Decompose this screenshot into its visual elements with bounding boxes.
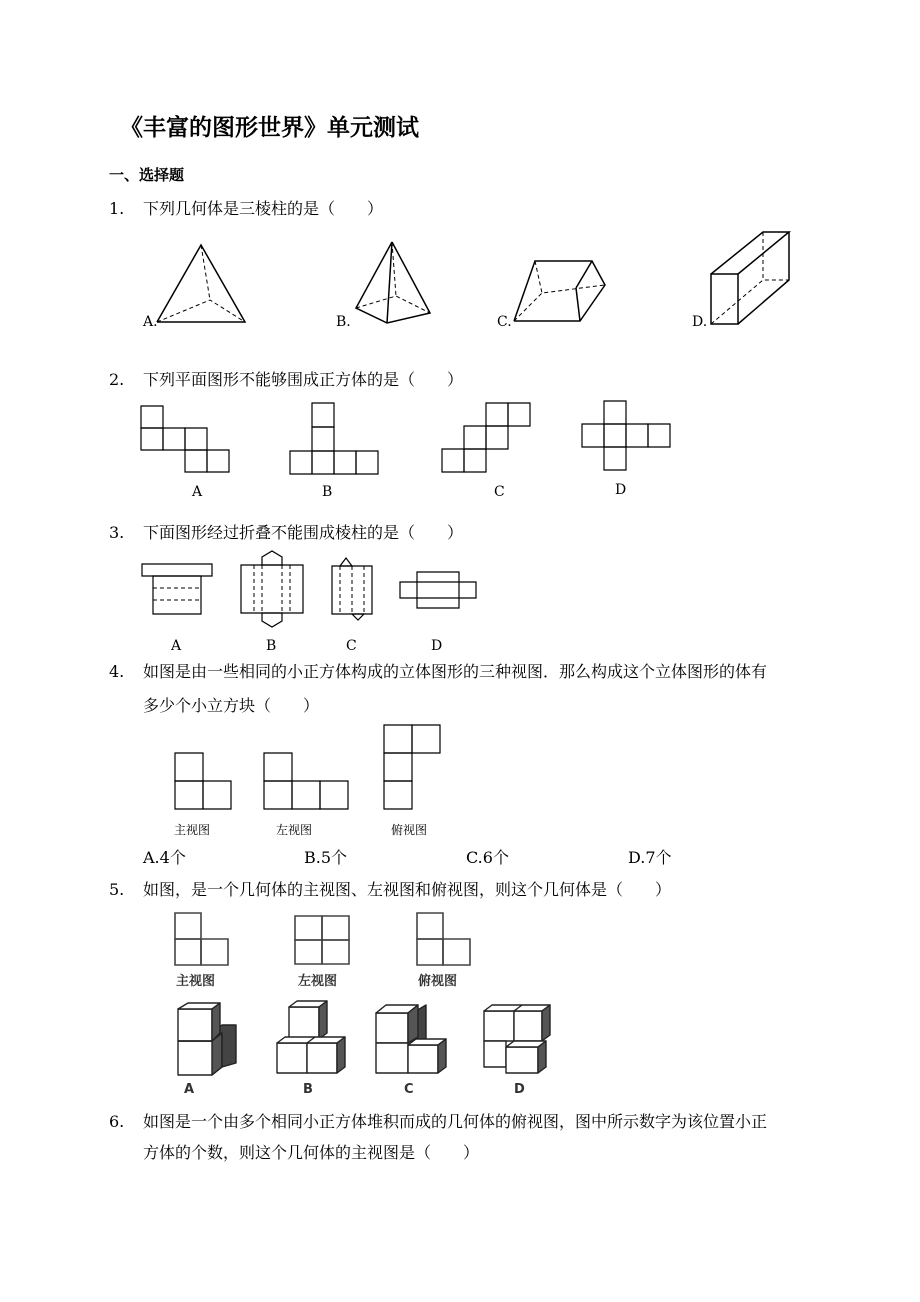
question-number: 3. [109,523,125,542]
question-number: 2. [109,370,125,389]
option-a-label: A [184,1082,195,1097]
option-a-label: A [171,638,182,654]
front-view-figure [174,752,232,810]
option-b-pyramid-figure [350,238,435,328]
option-a-net-figure [141,563,213,615]
option-b-net-figure [240,549,304,629]
front-view-figure [174,912,230,966]
option-a-net-figure [140,405,230,480]
option-b-label: B [303,1082,313,1097]
left-view-caption: 左视图 [298,974,338,989]
question-text-line-1: 如图是一个由多个相同小正方体堆积而成的几何体的俯视图，图中所示数字为该位置小正 [143,1112,768,1131]
option-a-label: A [192,484,203,500]
option-c: C.6个 [466,848,509,867]
question-text-line-2: 多少个小立方块（ ） [143,696,320,715]
option-b-cubes-figure [275,1001,355,1076]
option-b-net-figure [289,402,379,477]
option-b: B.5个 [304,848,348,867]
top-view-figure [383,724,441,810]
question-number: 1. [109,199,125,218]
option-a: A.4个 [143,848,186,867]
question-text: 下面图形经过折叠不能围成棱柱的是（ ） [143,523,464,542]
option-b-label: B [322,484,333,500]
option-b-label: B. [336,314,351,330]
option-c-net-figure [331,556,373,622]
question-text-line-1: 如图是由一些相同的小正方体构成的立体图形的三种视图．那么构成这个立体图形的体有 [143,662,768,681]
option-d-label: D [431,638,443,654]
option-a-tetrahedron-figure [150,240,250,330]
front-view-caption: 主视图 [176,974,216,989]
left-view-figure [263,752,349,810]
question-text: 下列平面图形不能够围成正方体的是（ ） [143,370,464,389]
option-b-label: B [266,638,277,654]
section-heading: 一、选择题 [109,166,185,184]
top-view-figure [416,912,472,966]
question-number: 4. [109,662,125,681]
option-d-cuboid-figure [705,228,795,328]
option-c-label: C [494,484,505,500]
option-d-label: D [615,482,627,498]
option-d-net-figure [581,400,673,475]
page-title: 《丰富的图形世界》单元测试 [120,115,419,141]
option-c-net-figure [441,402,533,477]
option-a-label: A. [143,314,158,330]
option-c-cubes-figure [374,1001,454,1076]
top-view-caption: 俯视图 [391,823,428,837]
option-a-cubes-figure [174,1003,240,1077]
option-c-label: C [404,1082,414,1097]
top-view-caption: 俯视图 [418,974,458,989]
option-d: D.7个 [628,848,672,867]
option-d-label: D [514,1082,525,1097]
option-c-prism-figure [510,253,610,328]
option-c-label: C. [497,314,512,330]
option-c-label: C [346,638,357,654]
option-d-cubes-figure [482,1001,554,1075]
question-text: 如图，是一个几何体的主视图、左视图和俯视图，则这个几何体是（ ） [143,880,672,899]
question-number: 6. [109,1112,125,1131]
option-d-label: D. [692,314,708,330]
question-text-line-2: 方体的个数，则这个几何体的主视图是（ ） [143,1143,480,1162]
question-text: 下列几何体是三棱柱的是（ ） [143,199,384,218]
left-view-figure [294,915,350,965]
option-d-net-figure [399,571,477,609]
front-view-caption: 主视图 [174,823,211,837]
left-view-caption: 左视图 [276,823,313,837]
question-number: 5. [109,880,125,899]
